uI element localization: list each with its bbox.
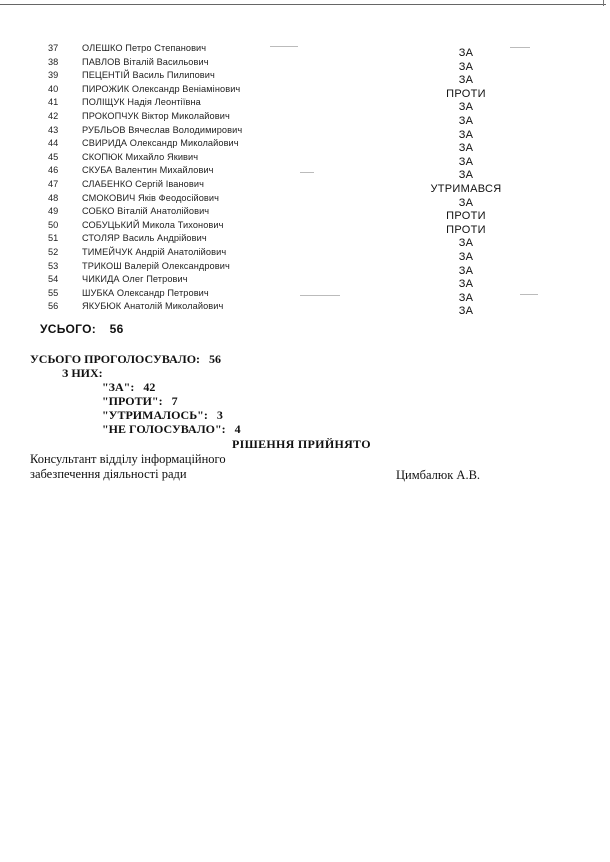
scan-speck [300, 295, 340, 296]
row-number: 53 [48, 260, 59, 271]
deputy-name: ПАВЛОВ Віталій Васильович [82, 56, 209, 67]
vote-value: ЗА [458, 169, 474, 182]
signature-line-2: забезпечення діяльності ради [30, 467, 187, 481]
deputy-name: ТИМЕЙЧУК Андрій Анатолійович [82, 246, 227, 257]
table-row [0, 69, 610, 87]
deputy-name: СОБУЦЬКИЙ Микола Тихонович [82, 219, 224, 230]
table-row [0, 42, 610, 59]
row-number: 50 [48, 219, 59, 230]
table-row [0, 56, 610, 73]
row-number: 48 [48, 192, 59, 203]
top-border-line [0, 4, 606, 5]
table-row [0, 151, 610, 168]
row-number: 45 [48, 151, 59, 162]
deputy-name: РУБЛЬОВ Вячеслав Володимирович [82, 124, 243, 135]
row-number: 38 [48, 56, 59, 67]
summary-not-voted [102, 422, 241, 436]
row-number: 55 [48, 287, 59, 298]
table-row [0, 192, 610, 209]
deputy-name: СВИРИДА Олександр Миколайович [82, 138, 239, 149]
vote-value: ПРОТИ [446, 210, 486, 223]
vote-value: ЗА [458, 237, 474, 250]
table-row [0, 137, 610, 155]
summary-proty-label: "ПРОТИ": [102, 394, 163, 408]
row-number: 49 [48, 206, 59, 217]
deputy-name: ЯКУБЮК Анатолій Миколайович [82, 301, 224, 312]
row-number: 43 [48, 124, 59, 135]
vote-value: ЗА [458, 155, 474, 168]
deputy-name: ШУБКА Олександр Петрович [82, 287, 209, 298]
vote-value: ЗА [458, 142, 474, 155]
row-number: 52 [48, 246, 59, 257]
vote-value: ЗА [458, 114, 474, 127]
table-row [0, 232, 610, 250]
table-row [0, 205, 610, 223]
signature-line-1: Консультант відділу інформаційного [30, 452, 226, 466]
deputy-name: СКОПЮК Михайло Якивич [82, 151, 199, 162]
row-number: 37 [48, 43, 59, 53]
vote-value: ЗА [458, 305, 474, 318]
deputy-name: ТРИКОШ Валерій Олександрович [82, 260, 230, 271]
summary-of-them: З НИХ: [62, 366, 103, 380]
vote-list [0, 42, 610, 318]
summary-not-voted-value: 4 [234, 422, 241, 436]
summary-proty-value: 7 [171, 394, 178, 408]
top-corner-tick [603, 0, 604, 6]
row-number: 46 [48, 165, 59, 176]
signature-name: Цимбалюк А.В. [396, 468, 481, 482]
scan-speck [270, 46, 298, 47]
summary-utrym-label: "УТРИМАЛОСЬ": [102, 408, 208, 422]
table-row [0, 83, 610, 100]
vote-value: ЗА [458, 47, 474, 59]
vote-value: ЗА [458, 101, 474, 114]
deputy-name: СОБКО Віталій Анатолійович [82, 206, 210, 217]
decision-heading: РІШЕННЯ ПРИЙНЯТО [232, 437, 371, 451]
deputy-name: ПЕЦЕНТІЙ Василь Пилипович [82, 70, 215, 81]
table-row [0, 96, 610, 114]
summary-utrym-value: 3 [216, 408, 223, 422]
scan-speck [300, 172, 314, 173]
table-row [0, 300, 610, 318]
scan-speck [510, 47, 530, 48]
deputy-name: ПОЛІЩУК Надія Леонтіївна [82, 97, 201, 108]
row-number: 40 [48, 83, 59, 94]
table-row [0, 219, 610, 236]
summary-za-label: "ЗА": [102, 380, 135, 394]
table-row [0, 287, 610, 304]
table-row [0, 246, 610, 263]
vote-value: ЗА [458, 196, 474, 209]
summary-voted-label: УСЬОГО ПРОГОЛОСУВАЛО: [30, 352, 201, 366]
vote-value: ЗА [458, 250, 474, 263]
scan-speck [520, 294, 538, 295]
vote-value: УТРИМАВСЯ [430, 182, 502, 195]
deputy-name: СТОЛЯР Василь Андрійович [82, 233, 207, 244]
summary-not-voted-label: "НЕ ГОЛОСУВАЛО": [102, 422, 226, 436]
table-row [0, 260, 610, 277]
vote-value: ПРОТИ [446, 223, 486, 236]
row-number: 54 [48, 274, 59, 285]
vote-value: ПРОТИ [446, 87, 486, 100]
summary-utrym [102, 408, 223, 422]
table-row [0, 178, 610, 195]
deputy-name: ОЛЕШКО Петро Степанович [82, 43, 207, 53]
summary-za-value: 42 [143, 380, 156, 394]
list-total [40, 322, 124, 336]
vote-value: ЗА [458, 291, 474, 304]
signature-position [30, 452, 226, 482]
row-number: 56 [48, 301, 59, 312]
deputy-name: ЧИКИДА Олег Петрович [82, 274, 188, 285]
deputy-name: ПРОКОПЧУК Віктор Миколайович [82, 110, 230, 121]
summary-proty [102, 394, 178, 408]
deputy-name: ПИРОЖИК Олександр Веніамінович [82, 83, 241, 94]
table-row [0, 110, 610, 127]
row-number: 44 [48, 138, 59, 149]
row-number: 39 [48, 70, 59, 81]
deputy-name: СЛАБЕНКО Сергій Іванович [82, 178, 204, 189]
summary-voted-value: 56 [209, 352, 222, 366]
summary-voted [30, 352, 221, 366]
table-row [0, 124, 610, 141]
row-number: 51 [48, 233, 59, 244]
deputy-name: СКУБА Валентин Михайлович [82, 165, 214, 176]
row-number: 47 [48, 178, 59, 189]
vote-value: ЗА [458, 264, 474, 277]
summary-za [102, 380, 155, 394]
deputy-name: СМОКОВИЧ Яків Феодосійович [82, 192, 220, 203]
vote-value: ЗА [458, 74, 474, 87]
row-number: 41 [48, 97, 59, 108]
row-number: 42 [48, 110, 59, 121]
vote-value: ЗА [458, 60, 474, 73]
total-label: УСЬОГО: [40, 322, 97, 336]
table-row [0, 273, 610, 291]
vote-value: ЗА [458, 278, 474, 291]
vote-value: ЗА [458, 128, 474, 141]
total-value: 56 [109, 322, 124, 336]
